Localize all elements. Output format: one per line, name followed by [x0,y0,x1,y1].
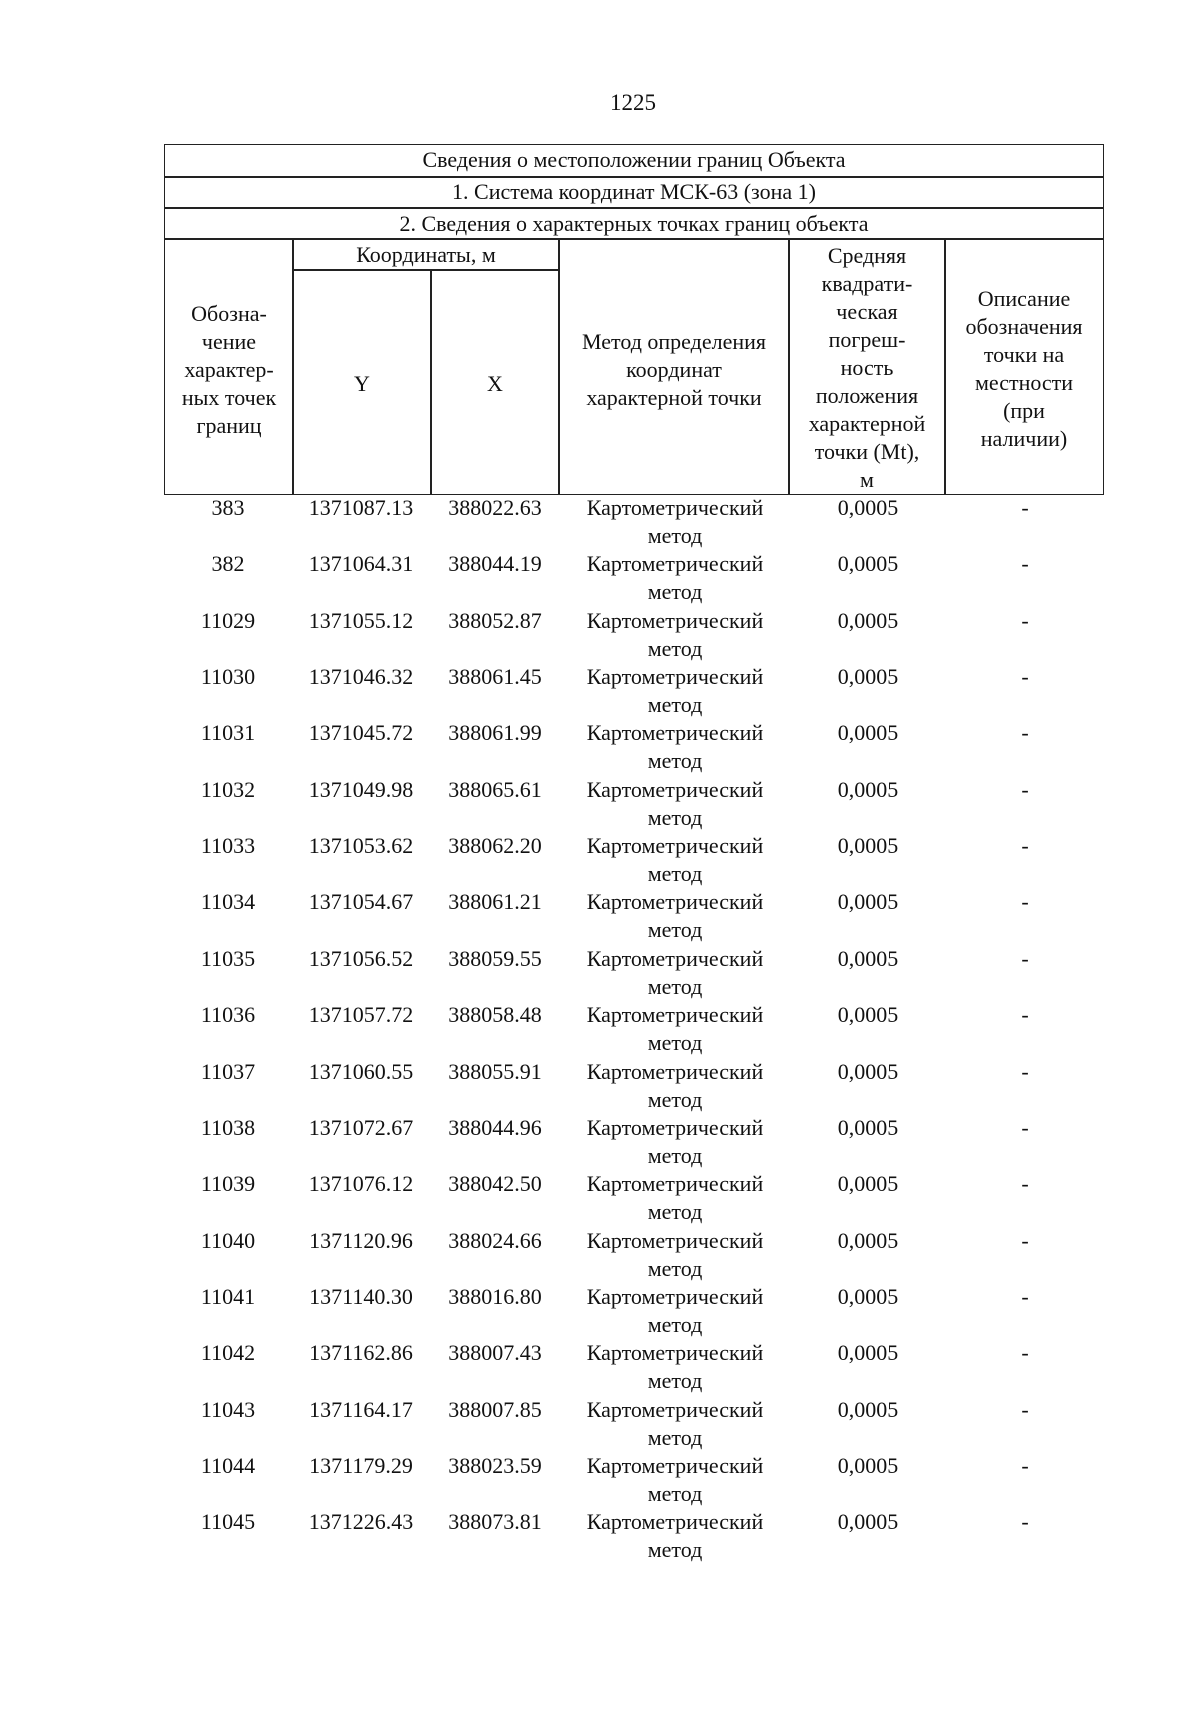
error-header-line: квадрати- [821,271,913,296]
method-line: Картометрический [586,889,764,915]
x-coordinate: 388044.19 [448,551,542,577]
y-coordinate: 1371049.98 [308,776,414,802]
y-coordinate: 1371053.62 [308,833,414,859]
method-line: метод [647,1255,703,1281]
method-line: метод [647,1537,703,1563]
y-coordinate: 1371179.29 [309,1452,413,1478]
description-value: - [1021,551,1029,577]
error-header-line: характерной [808,411,926,436]
error-header-line: м [860,467,874,492]
point-number: 11036 [200,1002,256,1028]
y-coordinate: 1371140.30 [309,1283,413,1309]
method-cell [560,663,790,719]
y-coordinate: 1371060.55 [308,1058,414,1084]
description-value: - [1021,1227,1029,1253]
coords-header-text: Координаты, м [356,242,496,267]
x-coordinate: 388024.66 [448,1227,542,1253]
y-coordinate: 1371055.12 [308,607,414,633]
y-coordinate: 1371057.72 [308,1002,414,1028]
point-header-line: чение [201,329,257,354]
x-coordinate: 388055.91 [448,1058,542,1084]
method-line: Картометрический [586,551,764,577]
method-header-line: Метод определения [581,329,767,354]
error-value: 0,0005 [837,495,899,520]
method-line: метод [647,1311,703,1337]
x-coordinate: 388062.20 [448,833,542,859]
method-line: Картометрический [586,664,764,690]
method-line: Картометрический [586,1283,764,1309]
method-line: метод [647,804,703,830]
point-number: 11038 [200,1114,256,1140]
point-header-line: характер- [184,357,274,382]
x-coordinate: 388073.81 [448,1509,542,1535]
x-coordinate: 388016.80 [448,1283,542,1309]
description-value: - [1021,607,1029,633]
description-value: - [1021,889,1029,915]
method-cell [560,1283,790,1339]
error-header-line: точки (Mt), [814,439,920,464]
method-cell [560,776,790,832]
point-header-line: границ [196,413,262,438]
point-number: 11035 [200,945,256,971]
error-value: 0,0005 [837,1509,899,1535]
description-value: - [1021,495,1029,520]
y-coordinate: 1371056.52 [308,945,414,971]
description-header-line: (при [1003,398,1045,423]
error-value: 0,0005 [837,720,899,746]
method-cell [560,1452,790,1508]
error-value: 0,0005 [837,551,899,577]
point-number: 382 [211,551,245,577]
error-value: 0,0005 [837,833,899,859]
method-line: Картометрический [586,1340,764,1366]
method-line: метод [647,748,703,774]
description-header-line: местности [974,370,1074,395]
description-value: - [1021,1396,1029,1422]
y-coordinate: 1371226.43 [308,1509,414,1535]
page-number: 1225 [610,90,656,115]
method-line: Картометрический [586,1227,764,1253]
x-coordinate: 388023.59 [448,1452,542,1478]
point-number: 11031 [200,720,256,746]
error-value: 0,0005 [837,1340,899,1366]
method-cell [560,494,790,550]
method-line: Картометрический [586,1058,764,1084]
y-coordinate: 1371064.31 [308,551,414,577]
description-header-text [944,285,1104,453]
error-value: 0,0005 [837,1171,899,1197]
error-value: 0,0005 [837,889,899,915]
method-cell [560,719,790,775]
error-value: 0,0005 [837,1114,899,1140]
error-value: 0,0005 [837,1283,899,1309]
x-coordinate: 388042.50 [448,1171,542,1197]
error-value: 0,0005 [837,1452,899,1478]
x-coordinate: 388058.48 [448,1002,542,1028]
x-coordinate: 388059.55 [448,945,542,971]
point-number: 11043 [200,1396,256,1422]
point-header-text [164,300,294,440]
x-coordinate: 388022.63 [448,495,542,520]
method-line: Картометрический [586,1396,764,1422]
description-header-line: наличии) [980,426,1068,451]
description-value: - [1021,1452,1029,1478]
description-value: - [1021,664,1029,690]
method-line: метод [647,861,703,887]
method-line: Картометрический [586,1002,764,1028]
method-cell [560,1170,790,1226]
y-coordinate: 1371046.32 [308,664,414,690]
method-line: метод [647,917,703,943]
method-line: метод [647,973,703,999]
y-coordinate: 1371054.67 [308,889,414,915]
method-line: Картометрический [586,720,764,746]
method-line: метод [647,1142,703,1168]
method-line: Картометрический [586,1114,764,1140]
point-number: 11040 [200,1227,256,1253]
description-value: - [1021,833,1029,859]
y-coordinate: 1371087.13 [308,495,414,520]
method-line: метод [647,1368,703,1394]
section-title: 2. Сведения о характерных точках границ объекта [399,211,869,236]
method-header-text [558,328,790,412]
description-value: - [1021,1509,1029,1535]
method-cell [560,832,790,888]
method-cell [560,1001,790,1057]
error-value: 0,0005 [837,1058,899,1084]
point-number: 11029 [200,607,256,633]
method-line: метод [647,579,703,605]
error-value: 0,0005 [837,1227,899,1253]
method-cell [560,1058,790,1114]
coord-system: 1. Система координат МСК-63 (зона 1) [452,179,816,204]
description-value: - [1021,776,1029,802]
table-title: Сведения о местоположении границ Объекта [422,147,846,172]
method-cell [560,1339,790,1395]
method-line: Картометрический [586,1452,764,1478]
point-number: 11037 [200,1058,256,1084]
error-value: 0,0005 [837,664,899,690]
method-line: Картометрический [586,1509,764,1535]
point-number: 11041 [200,1283,256,1309]
point-header-line: ных точек [181,385,277,410]
method-cell [560,607,790,663]
method-line: Картометрический [586,776,764,802]
method-line: метод [647,692,703,718]
point-number: 383 [211,495,245,520]
description-header-line: Описание [977,286,1071,311]
y-coordinate: 1371164.17 [309,1396,413,1422]
description-value: - [1021,1283,1029,1309]
x-coordinate: 388061.99 [448,720,542,746]
x-coordinate: 388052.87 [448,607,542,633]
point-number: 11034 [200,889,256,915]
error-header-line: Средняя [827,243,907,268]
point-number: 11039 [200,1171,256,1197]
description-value: - [1021,1058,1029,1084]
y-coordinate: 1371076.12 [308,1171,414,1197]
method-line: Картометрический [586,833,764,859]
x-coordinate: 388065.61 [448,776,542,802]
method-cell [560,888,790,944]
point-number: 11033 [200,833,256,859]
method-cell [560,1508,790,1564]
error-value: 0,0005 [837,945,899,971]
error-header-line: положения [815,383,919,408]
point-number: 11045 [200,1509,256,1535]
method-cell [560,550,790,606]
x-coordinate: 388007.85 [448,1396,542,1422]
description-value: - [1021,945,1029,971]
point-header-line: Обозна- [191,301,267,326]
method-line: метод [647,523,703,548]
method-line: метод [647,1424,703,1450]
method-cell [560,1227,790,1283]
method-cell [560,945,790,1001]
y-coordinate: 1371072.67 [308,1114,414,1140]
y-coordinate: 1371162.86 [309,1340,413,1366]
x-coordinate: 388061.21 [448,889,542,915]
x-coordinate: 388007.43 [448,1340,542,1366]
method-line: метод [647,635,703,661]
description-value: - [1021,1171,1029,1197]
error-value: 0,0005 [837,1396,899,1422]
point-number: 11044 [200,1452,256,1478]
error-header-line: погреш- [828,327,906,352]
point-number: 11030 [200,664,256,690]
error-header-line: ческая [836,299,898,324]
error-header-text [788,242,946,494]
method-cell [560,1114,790,1170]
error-value: 0,0005 [837,776,899,802]
error-header-line: ность [840,355,894,380]
description-header-line: обозначения [965,314,1083,339]
error-value: 0,0005 [837,1002,899,1028]
method-line: Картометрический [586,607,764,633]
method-line: метод [647,1030,703,1056]
table-header [164,144,1104,495]
point-number: 11032 [200,776,256,802]
x-coordinate: 388044.96 [448,1114,542,1140]
point-number: 11042 [200,1340,256,1366]
x-coordinate: 388061.45 [448,664,542,690]
method-line: Картометрический [586,495,764,520]
method-line: метод [647,1086,703,1112]
method-header-line: координат [626,357,722,382]
x-header-text: X [487,371,503,396]
description-value: - [1021,1340,1029,1366]
method-cell [560,1396,790,1452]
y-coordinate: 1371120.96 [309,1227,413,1253]
method-line: метод [647,1199,703,1225]
error-value: 0,0005 [837,607,899,633]
description-value: - [1021,1114,1029,1140]
method-header-line: характерной точки [586,385,762,410]
method-line: Картометрический [586,1171,764,1197]
method-line: Картометрический [586,945,764,971]
y-header-text: Y [354,371,370,396]
y-coordinate: 1371045.72 [308,720,414,746]
description-value: - [1021,720,1029,746]
description-value: - [1021,1002,1029,1028]
method-line: метод [647,1480,703,1506]
description-header-line: точки на [983,342,1065,367]
